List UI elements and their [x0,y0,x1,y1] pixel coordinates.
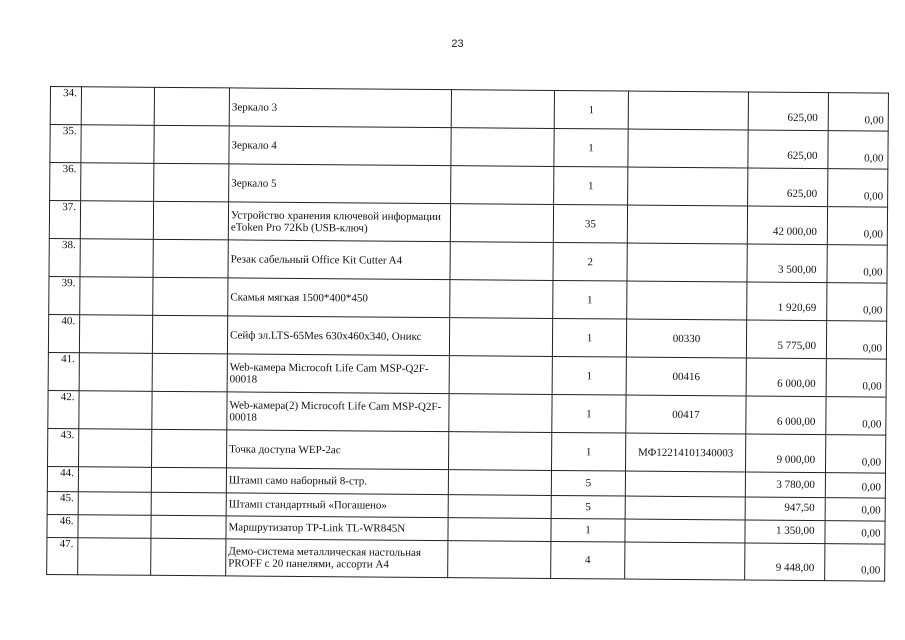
empty-cell [153,277,228,316]
empty-cell [448,541,551,579]
item-residual-text: 0,00 [864,114,884,127]
item-quantity [554,90,628,129]
item-quantity-text: 1 [588,141,594,154]
table-row [49,201,887,246]
inventory-number-text: 00330 [672,332,701,345]
item-name [226,516,448,541]
item-name-text: Устройство хранения ключевой информации eToken Pro 72Kb (USB-ключ) [230,208,441,234]
row-number-text: 41. [61,353,75,366]
empty-cell [450,242,553,281]
item-price-text: 6 000,00 [777,377,816,391]
item-name-text: Штамп само наборный 8-стр. [228,474,368,488]
inventory-table [46,86,889,582]
empty-cell [79,429,152,468]
empty-cell [80,277,153,316]
item-price-text: 9 000,00 [776,453,816,467]
empty-cell [451,166,554,205]
empty-cell [449,318,552,357]
item-residual [826,397,886,435]
empty-cell [451,90,554,129]
item-quantity [554,166,628,205]
table-row [48,390,886,435]
row-number [49,238,80,276]
row-number [47,491,78,514]
item-quantity-text: 4 [584,554,591,567]
item-quantity-text: 1 [585,524,591,537]
item-price [747,206,827,245]
empty-cell [449,394,552,433]
item-price [748,168,828,207]
item-residual [825,544,885,581]
inventory-number [627,281,747,320]
table-row [48,314,886,359]
row-number [47,537,78,574]
row-number [48,428,79,466]
inventory-number [625,542,745,580]
item-quantity [551,495,625,519]
item-residual-text: 0,00 [864,152,884,165]
item-quantity [551,432,625,471]
item-quantity-text: 35 [584,217,596,230]
empty-cell [153,239,228,278]
row-number [50,163,81,201]
item-residual [825,498,885,521]
item-quantity-text: 5 [585,501,592,514]
row-number [49,201,80,239]
row-number-text: 45. [59,492,74,505]
item-name-text: Скамья мягкая 1500*400*450 [230,290,368,305]
item-price [746,396,826,435]
item-residual [827,245,887,283]
page-number: 23 [451,38,464,50]
item-price-text: 947,50 [784,501,815,515]
item-residual-text: 0,00 [861,527,881,540]
item-residual-text: 0,00 [862,418,882,431]
empty-cell [151,515,226,539]
item-name-text: Сейф эл.LTS-65Mes 630x460x340, Оникс [230,328,422,343]
item-price-text: 1 920,69 [777,301,817,315]
inventory-number [628,167,748,206]
item-quantity-text: 1 [587,293,593,306]
empty-cell [80,201,153,240]
inventory-number-text: МФ12214101340003 [637,446,734,459]
table-row [47,537,885,581]
empty-cell [81,125,154,164]
empty-cell [152,429,227,468]
item-residual [825,473,885,498]
item-price-text: 9 448,00 [775,561,815,575]
empty-cell [80,239,153,278]
item-residual [825,521,885,544]
row-number-text: 43. [60,429,75,442]
empty-cell [152,315,227,354]
item-price-text: 625,00 [786,187,818,201]
item-price [745,497,825,521]
item-price-text: 6 000,00 [776,415,816,429]
row-number-text: 36. [62,163,77,176]
item-quantity [553,280,627,319]
item-price-text: 42 000,00 [772,225,817,239]
empty-cell [153,201,228,240]
item-residual-text: 0,00 [862,380,882,393]
item-quantity [553,242,627,281]
table-row [50,163,888,208]
item-price [745,472,825,498]
item-residual [825,435,885,473]
item-price-text: 625,00 [787,111,818,125]
empty-cell [151,492,226,516]
item-quantity-text: 1 [586,369,593,382]
empty-cell [152,353,227,392]
table-row [49,238,887,283]
inventory-number [625,496,745,520]
item-name-text: Демо-система металлическая настольная PROFF с 20 панелями, ассорти А4 [228,545,421,571]
row-number-text: 35. [62,125,77,138]
item-quantity [551,541,625,579]
empty-cell [450,204,553,243]
item-name-text: Зеркало 4 [231,138,277,152]
empty-cell [451,128,554,167]
item-name [227,392,449,432]
item-name-text: Точка доступа WEP-2ac [229,442,341,456]
empty-cell [448,432,551,471]
empty-cell [154,163,229,202]
row-number [48,352,79,390]
empty-cell [151,538,226,576]
item-name [227,316,449,356]
item-name-text: Web-камера Microcoft Life Cam MSP-Q2F-00018 [229,360,429,386]
row-number-text: 39. [61,277,76,290]
row-number-text: 46. [59,515,74,528]
inventory-number [626,395,746,434]
inventory-number [625,519,745,543]
item-name [226,493,448,518]
item-price-text: 1 350,00 [775,524,815,538]
item-name [229,164,451,204]
item-residual-text: 0,00 [862,342,883,355]
item-price [745,434,825,473]
item-price [746,358,826,397]
row-number [47,514,78,537]
table-body [47,87,889,582]
inventory-number [625,433,745,472]
item-name [227,354,449,394]
item-quantity [552,318,626,357]
item-quantity-text: 1 [587,179,594,192]
item-name [229,88,451,128]
item-price [745,543,825,581]
item-price [745,520,825,544]
empty-cell [78,492,151,516]
item-price-text: 3 500,00 [778,263,817,277]
item-name [229,126,451,166]
empty-cell [79,315,152,354]
empty-cell [152,391,227,430]
item-price-text: 625,00 [787,149,818,163]
item-residual-text: 0,00 [861,456,882,469]
item-residual-text: 0,00 [861,504,881,517]
item-price [746,320,826,359]
item-name-text: Маршрутизатор TP-Link TL-WR845N [228,521,406,535]
item-quantity [554,128,628,167]
inventory-number [628,91,748,130]
item-residual [828,169,888,207]
item-quantity-text: 1 [586,407,592,420]
row-number-text: 44. [60,467,75,480]
table-row [50,87,888,132]
item-name [227,430,449,470]
item-price [748,92,828,131]
item-quantity [552,394,626,433]
row-number [50,87,81,125]
item-residual [826,359,886,397]
item-residual-text: 0,00 [863,266,883,279]
inventory-number [626,357,746,396]
item-price-text: 3 780,00 [776,478,815,492]
item-residual-text: 0,00 [862,304,883,317]
item-residual [827,207,887,245]
item-residual [828,131,888,169]
table-row [50,125,888,170]
item-quantity-text: 1 [586,331,593,344]
empty-cell [450,280,553,319]
item-quantity-text: 1 [588,103,595,116]
item-quantity-text: 5 [585,477,592,490]
table-row [49,276,887,321]
item-quantity [551,518,625,542]
inventory-number [628,129,748,168]
empty-cell [78,538,151,576]
item-name-text: Зеркало 5 [231,176,277,190]
empty-cell [154,125,229,164]
item-price [747,282,827,321]
item-name [226,539,448,578]
item-name [228,278,450,318]
item-residual-text: 0,00 [860,564,881,577]
row-number-text: 47. [59,538,74,551]
item-residual-text: 0,00 [861,481,881,494]
inventory-number [627,243,747,282]
item-quantity [552,356,626,395]
item-price [748,130,828,169]
item-residual [828,93,888,131]
empty-cell [78,467,151,493]
item-name-text: Резак сабельный Office Kit Cutter A4 [230,252,403,267]
row-number [48,390,79,428]
row-number-text: 40. [61,315,76,328]
table-row [48,352,886,397]
inventory-number [626,319,746,358]
item-residual [826,321,886,359]
row-number [48,314,79,352]
empty-cell [81,163,154,202]
item-residual-text: 0,00 [863,190,884,203]
inventory-number-text: 00417 [672,408,700,421]
row-number [50,125,81,163]
empty-cell [79,391,152,430]
empty-cell [448,470,551,496]
empty-cell [154,87,229,126]
empty-cell [448,518,551,542]
empty-cell [448,495,551,519]
item-name-text: Штамп стандартный «Погашено» [228,498,388,512]
item-name [226,468,448,495]
table-row [48,428,886,473]
row-number [49,276,80,314]
row-number-text: 37. [62,201,77,214]
item-residual [827,283,887,321]
empty-cell [78,515,151,539]
row-number-text: 42. [60,391,75,404]
item-name [228,240,450,280]
inventory-number [627,205,747,244]
empty-cell [81,87,154,126]
row-number-text: 34. [63,87,77,100]
item-name-text: Зеркало 3 [231,100,278,114]
item-price [747,244,827,283]
inventory-number [625,471,745,497]
item-name [228,202,450,242]
empty-cell [79,353,152,392]
empty-cell [151,467,226,493]
item-quantity [551,470,625,496]
inventory-number-text: 00416 [672,370,701,383]
row-number [47,466,78,491]
item-residual-text: 0,00 [863,228,883,241]
item-name-text: Web-камера(2) Microcoft Life Cam MSP-Q2F-00018 [229,398,442,424]
item-quantity [553,204,627,243]
item-quantity-text: 2 [587,255,593,268]
item-quantity-text: 1 [585,445,592,458]
empty-cell [449,356,552,395]
row-number-text: 38. [61,239,76,252]
item-price-text: 5 775,00 [777,339,817,353]
